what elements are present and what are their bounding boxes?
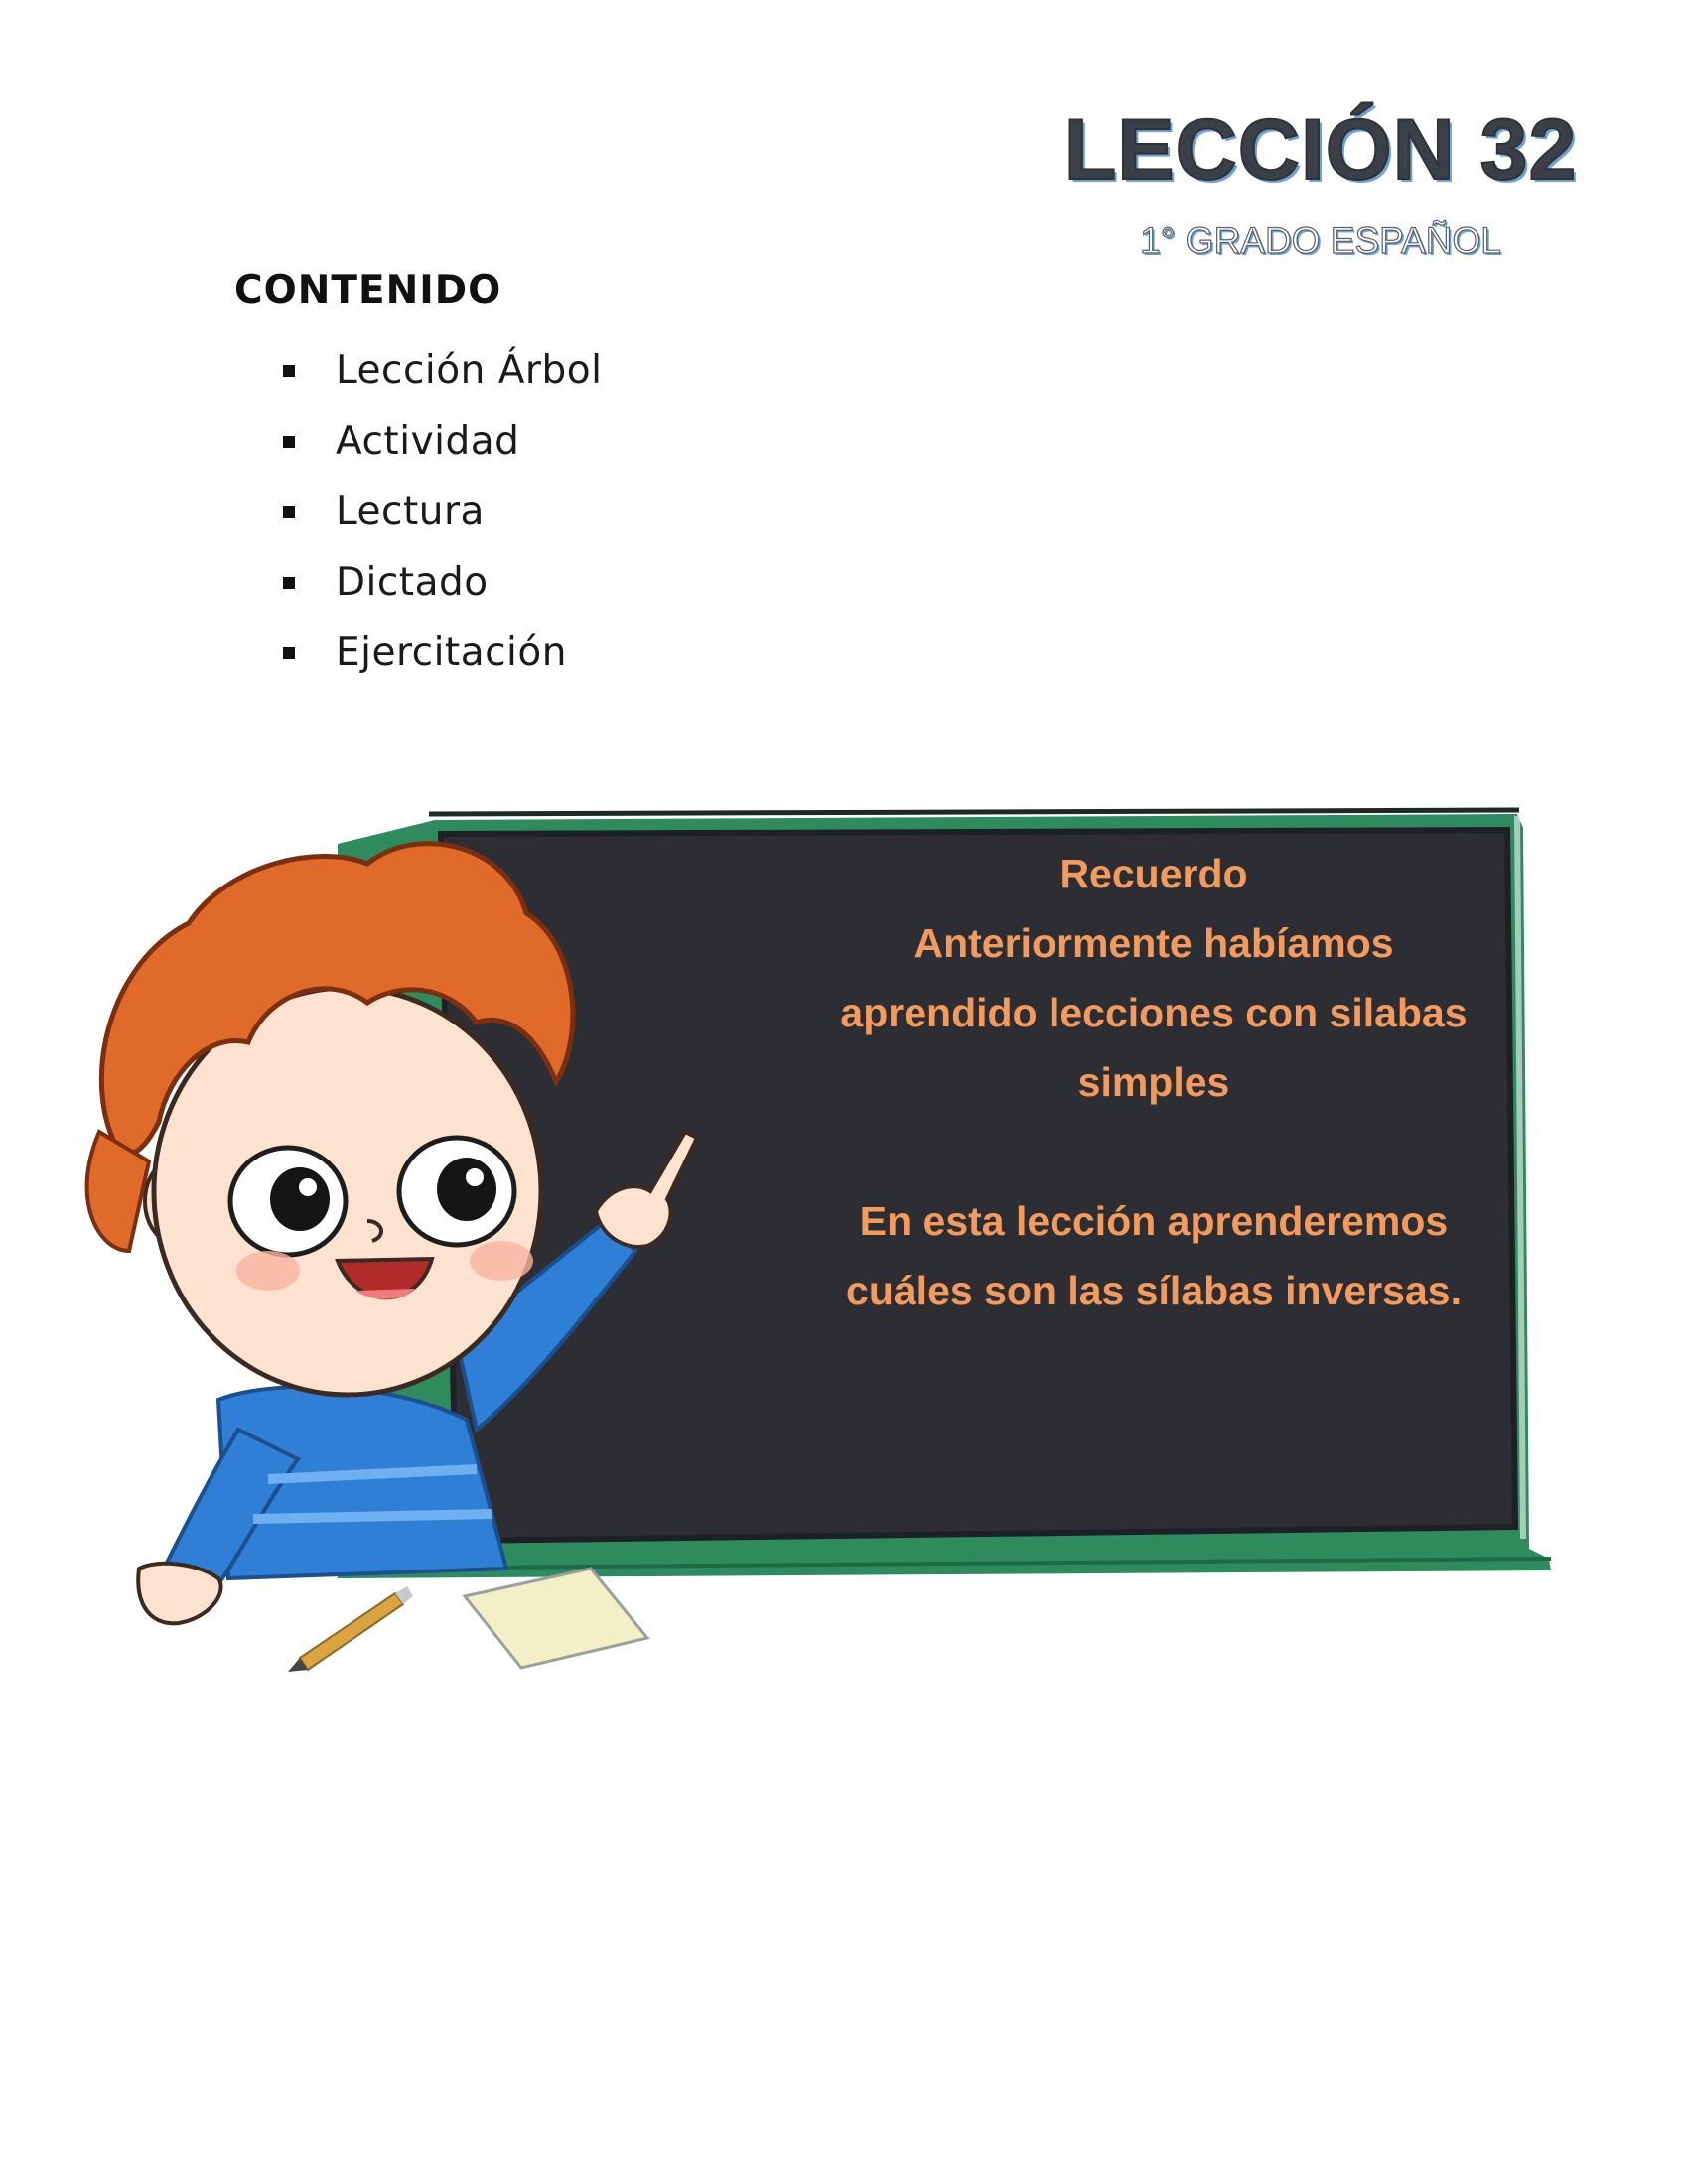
grade-subtitle: 1° GRADO ESPAÑOL	[1140, 220, 1501, 261]
square-bullet-icon	[283, 577, 295, 589]
list-item-label: Lección Árbol	[336, 348, 603, 393]
board-line: En esta lección aprenderemos	[859, 1198, 1449, 1244]
list-item	[283, 406, 602, 477]
list-item-label: Lectura	[336, 489, 485, 534]
square-bullet-icon	[283, 436, 295, 448]
list-item	[283, 336, 602, 406]
paper-icon	[465, 1569, 647, 1668]
list-item	[283, 547, 602, 617]
contents-list	[283, 336, 602, 688]
pencil-icon	[288, 1586, 413, 1672]
square-bullet-icon	[283, 506, 295, 518]
board-line: simples	[1077, 1059, 1230, 1105]
square-bullet-icon	[283, 647, 295, 659]
list-item	[283, 617, 602, 688]
contents-heading: CONTENIDO	[234, 268, 502, 313]
board-line: Anteriormente habíamos	[914, 920, 1394, 966]
list-item-label: Dictado	[336, 560, 489, 605]
board-line: aprendido lecciones con silabas	[840, 990, 1468, 1035]
boy-head	[87, 844, 573, 1395]
list-item	[283, 477, 602, 547]
chalkboard-text	[806, 839, 1501, 1325]
board-line: cuáles son las sílabas inversas.	[846, 1268, 1462, 1313]
list-item-label: Ejercitación	[336, 630, 567, 675]
board-title: Recuerdo	[1059, 851, 1248, 896]
list-item-label: Actividad	[336, 419, 520, 464]
square-bullet-icon	[283, 365, 295, 377]
board-gap	[806, 1117, 1501, 1186]
lesson-title: LECCIÓN 32	[1063, 102, 1578, 198]
